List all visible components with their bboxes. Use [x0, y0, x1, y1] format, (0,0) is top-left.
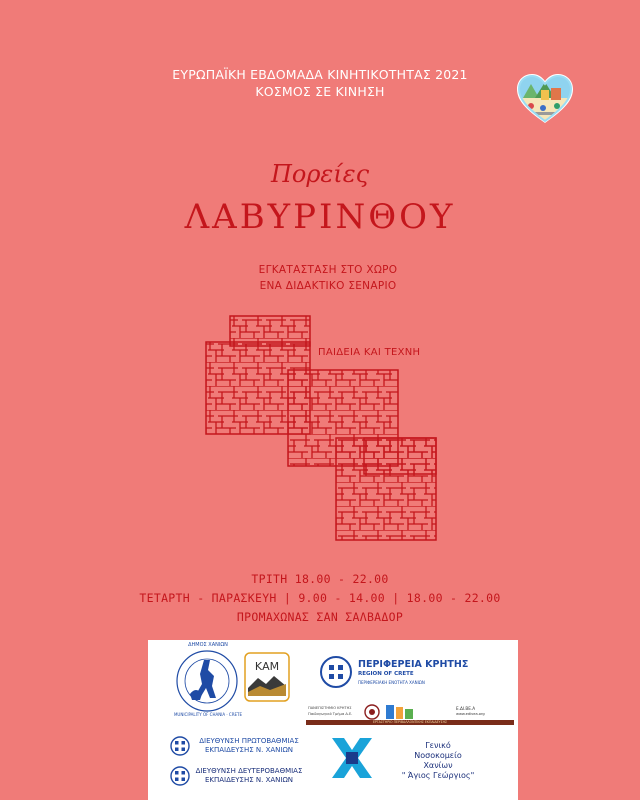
- subtitle-line-1: ΕΓΚΑΤΑΣΤΑΣΗ ΣΤΟ ΧΩΡΟ: [258, 264, 398, 276]
- hospital-name: [388, 741, 488, 781]
- title-script-word: Πορείες: [270, 160, 370, 188]
- secondary-directorate-emblem-icon: [170, 766, 190, 786]
- municipality-chania-logo: [172, 646, 242, 716]
- hospital-line-4: " Άγιος Γεώργιος": [401, 771, 475, 780]
- secondary-education-directorate: [194, 767, 304, 785]
- mobility-week-heart-logo: [517, 74, 573, 124]
- secondary-directorate-line-1: ΔΙΕΥΘΥΝΣΗ ΔΕΥΤΕΡΟΒΑΘΜΙΑΣ: [195, 767, 303, 775]
- sponsors-panel: [148, 640, 518, 800]
- partners-strip: [306, 704, 514, 726]
- hospital-logo-icon: [328, 734, 376, 782]
- primary-directorate-line-2: ΕΚΠΑΙΔΕΥΣΗΣ Ν. ΧΑΝΙΩΝ: [204, 746, 294, 754]
- event-title: ΕΥΡΩΠΑΪΚΗ ΕΒΔΟΜΑΔΑ ΚΙΝΗΤΙΚΟΤΗΤΑΣ 2021: [172, 67, 468, 82]
- schedule-wed-fri: ΤΕΤΑΡΤΗ - ΠΑΡΑΣΚΕΥΗ | 9.00 - 14.00 | 18.00 - 22.00: [139, 591, 501, 605]
- primary-directorate-line-1: ΔΙΕΥΘΥΝΣΗ ΠΡΩΤΟΒΑΘΜΙΑΣ: [199, 737, 299, 745]
- education-directorate-emblem-icon: [170, 736, 190, 756]
- schedule-block: [0, 570, 640, 627]
- schedule-tuesday: ΤΡΙΤΗ 18.00 - 22.00: [251, 572, 389, 586]
- event-location: ΠΡΟΜΑΧΩΝΑΣ ΣΑΝ ΣΑΛΒΑΔΟΡ: [236, 610, 404, 624]
- region-crete-name: ΠΕΡΙΦΕΡΕΙΑ ΚΡΗΤΗΣ: [358, 659, 469, 670]
- university-name: ΠΑΝΕΠΙΣΤΗΜΙΟ ΚΡΗΤΗΣ: [308, 706, 352, 710]
- edivea-url: www.edivea.org: [456, 712, 485, 716]
- municipality-name: ΔΗΜΟΣ ΧΑΝΙΩΝ: [188, 642, 228, 648]
- edivea-name: Ε.ΔΙ.ΒΕ.Α: [456, 706, 476, 711]
- hospital-line-1: Γενικό: [425, 741, 451, 750]
- university-dept: Παιδαγωγικό Τμήμα Δ.Ε.: [308, 712, 353, 716]
- subtitle-block: [228, 262, 428, 294]
- maze-block-lower: [336, 438, 436, 540]
- subtitle-line-2: ΕΝΑ ΔΙΔΑΚΤΙΚΟ ΣΕΝΑΡΙΟ: [259, 280, 397, 292]
- municipality-name-en: MUNICIPALITY OF CHANIA · CRETE: [173, 712, 243, 717]
- partners-band: ΕΡΓΑΣΤΗΡΙΟ ΠΕΡΙΒΑΛΛΟΝΤΙΚΗΣ ΕΚΠΑΙΔΕΥΣΗΣ: [306, 720, 514, 725]
- kam-label: ΚΑΜ: [254, 660, 280, 673]
- secondary-directorate-line-2: ΕΚΠΑΙΔΕΥΣΗΣ Ν. ΧΑΝΙΩΝ: [204, 776, 294, 784]
- hospital-line-3: Χανίων: [423, 761, 453, 770]
- region-crete-unit: ΠΕΡΙΦΕΡΕΙΑΚΗ ΕΝΟΤΗΤΑ ΧΑΝΙΩΝ: [358, 680, 425, 685]
- lab-logo-icon: [386, 705, 414, 719]
- greek-emblem-icon: [320, 656, 352, 688]
- university-seal-icon: [364, 704, 380, 720]
- hospital-line-2: Νοσοκομείο: [414, 751, 462, 760]
- region-crete-name-en: REGION OF CRETE: [358, 671, 414, 677]
- maze-caption: ΠΑΙΔΕΙΑ ΚΑΙ ΤΕΧΝΗ: [318, 347, 421, 358]
- primary-education-directorate: [194, 737, 304, 755]
- title-main-word: ΛΑΒΥΡΙΝΘΟΥ: [184, 197, 456, 237]
- event-slogan: ΚΟΣΜΟΣ ΣΕ ΚΙΝΗΣΗ: [255, 84, 385, 99]
